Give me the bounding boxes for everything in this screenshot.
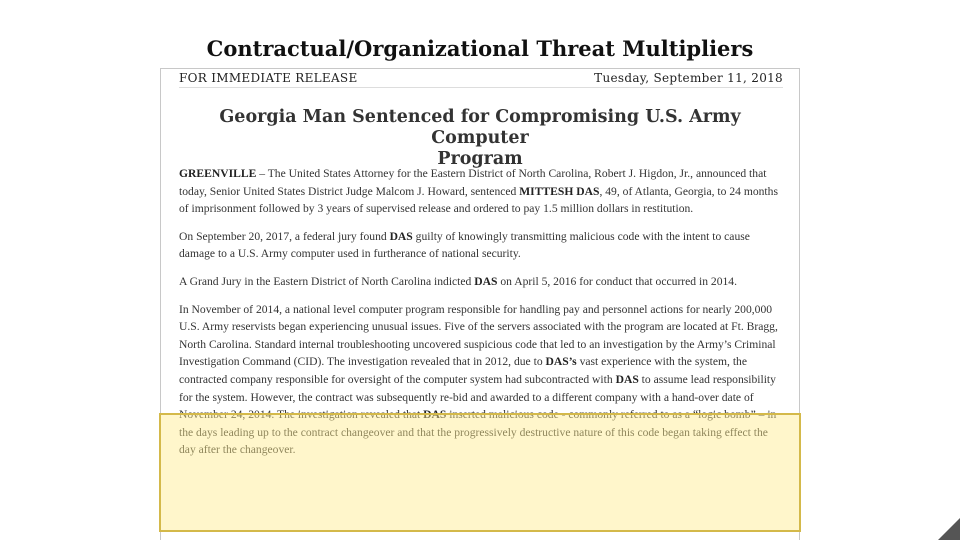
dateline: GREENVILLE	[179, 167, 257, 180]
text-span: – The United States Attorney for the Eastern District of North Carolina, Robert J. Higdon, Jr., announced that today, Senior United States District Judge Malcom J. Howard, sentenced	[179, 167, 767, 198]
text-span: On September 20, 2017, a federal jury found	[179, 229, 390, 243]
slide-corner-decoration	[938, 518, 960, 540]
text-span: on April 5, 2016 for conduct that occurred in 2014.	[497, 274, 738, 288]
paragraph-indictment	[179, 273, 781, 291]
text-span: , 49, of Atlanta, Georgia, to 24 months of imprisonment followed by 3 years of supervised release and ordered to pay 1.5 million dollars in restitution.	[179, 184, 778, 216]
slide-title: Contractual/Organizational Threat Multipliers	[206, 36, 754, 61]
text-span: guilty of knowingly transmitting malicious code with the intent to cause damage to a U.S. Army computer used in furtherance of national security.	[179, 229, 750, 261]
headline-line-1: Georgia Man Sentenced for Compromising U.S. Army Computer	[219, 107, 741, 148]
highlight-box	[159, 413, 801, 532]
paragraph-sentencing	[179, 165, 781, 218]
text-span: vast experience with the system, the contracted company responsible for oversight of the computer system had subcontracted with	[179, 355, 747, 386]
text-span: inserted malicious code - commonly referred to as a “logic bomb” – in the days leading up to the contract changeover and that the progressively destructive nature of this code began taking effect the day after the changeover.	[179, 408, 777, 457]
defendant-name: DAS	[615, 372, 639, 386]
defendant-name: DAS	[389, 229, 413, 243]
text-span: to assume lead responsibility for the system. However, the contract was subsequently re-bid and awarded to a different company with a hand-over date of November 24, 2014. The investigation revealed that	[179, 372, 776, 422]
text-span: In November of 2014, a national level computer program responsible for handling pay and personnel actions for nearly 200,000 U.S. Army reservists began experiencing unusual issues. Five of the servers associated with the program are located at Ft. Bragg, North Carolina. Standard internal troubleshooting uncovered suspicious code that led to an investigation by the Army’s Criminal Investigation Command (CID). The investigation revealed that in 2012, due to	[179, 302, 778, 369]
defendant-name: DAS’s	[545, 355, 577, 369]
defendant-name: DAS	[474, 274, 498, 288]
document-header	[179, 69, 783, 88]
release-label: FOR IMMEDIATE RELEASE	[179, 71, 358, 85]
headline-line-2: Program	[437, 149, 523, 169]
defendant-name: DAS	[423, 408, 447, 422]
press-headline	[173, 107, 787, 170]
release-date: Tuesday, September 11, 2018	[594, 71, 783, 85]
paragraph-verdict	[179, 228, 781, 263]
defendant-name: MITTESH DAS	[519, 184, 600, 198]
text-span: A Grand Jury in the Eastern District of North Carolina indicted	[179, 274, 475, 288]
